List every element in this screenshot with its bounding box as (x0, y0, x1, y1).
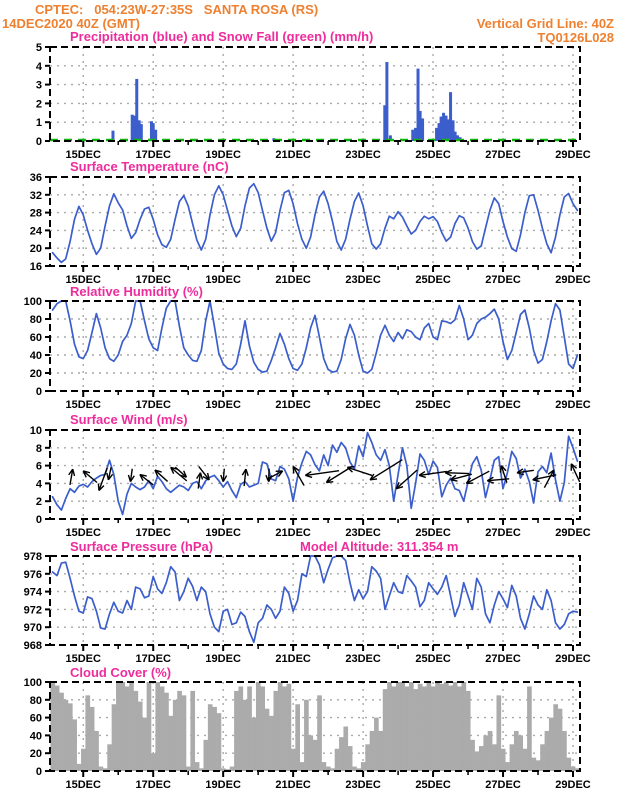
svg-text:25DEC: 25DEC (415, 527, 451, 539)
svg-text:4: 4 (35, 60, 42, 73)
svg-text:0: 0 (35, 386, 42, 398)
svg-text:17DEC: 17DEC (135, 527, 171, 539)
svg-text:27DEC: 27DEC (485, 779, 521, 791)
cloud-cover-title: Cloud Cover (%) (70, 665, 172, 680)
svg-text:23DEC: 23DEC (345, 779, 381, 791)
svg-text:80: 80 (29, 694, 42, 707)
svg-text:100: 100 (23, 677, 42, 689)
svg-text:21DEC: 21DEC (275, 653, 311, 665)
svg-text:976: 976 (23, 568, 42, 581)
svg-text:17DEC: 17DEC (135, 653, 171, 665)
svg-text:968: 968 (23, 640, 42, 652)
svg-text:20: 20 (29, 368, 42, 380)
precipitation-title: Precipitation (blue) and Snow Fall (green) (mm/h) (70, 29, 374, 44)
svg-text:15DEC: 15DEC (65, 399, 101, 411)
svg-text:27DEC: 27DEC (485, 274, 521, 286)
svg-text:21DEC: 21DEC (275, 399, 311, 411)
svg-text:19DEC: 19DEC (205, 779, 241, 791)
svg-text:17DEC: 17DEC (135, 149, 171, 161)
datetime-header: 14DEC2020 40Z (GMT) (2, 16, 140, 31)
svg-text:16: 16 (29, 261, 42, 273)
svg-text:8: 8 (35, 442, 42, 455)
run-id-label: TQ0126L028 (537, 30, 614, 45)
svg-text:974: 974 (23, 586, 42, 599)
svg-text:15DEC: 15DEC (65, 527, 101, 539)
svg-text:15DEC: 15DEC (65, 653, 101, 665)
humidity-title: Relative Humidity (%) (70, 284, 203, 299)
svg-text:17DEC: 17DEC (135, 274, 171, 286)
svg-text:15DEC: 15DEC (65, 779, 101, 791)
svg-text:978: 978 (23, 551, 42, 563)
svg-text:19DEC: 19DEC (205, 274, 241, 286)
svg-text:80: 80 (29, 314, 42, 326)
svg-text:21DEC: 21DEC (275, 527, 311, 539)
svg-text:29DEC: 29DEC (555, 527, 591, 539)
svg-text:19DEC: 19DEC (205, 653, 241, 665)
svg-text:0: 0 (35, 766, 42, 778)
svg-text:4: 4 (35, 478, 42, 491)
wind-title: Surface Wind (m/s) (70, 412, 188, 427)
svg-text:15DEC: 15DEC (65, 149, 101, 161)
svg-text:5: 5 (35, 42, 42, 54)
svg-text:29DEC: 29DEC (555, 653, 591, 665)
svg-text:19DEC: 19DEC (205, 527, 241, 539)
svg-text:3: 3 (35, 79, 42, 92)
svg-text:29DEC: 29DEC (555, 779, 591, 791)
svg-text:2: 2 (35, 98, 42, 111)
svg-text:29DEC: 29DEC (555, 274, 591, 286)
svg-text:25DEC: 25DEC (415, 779, 451, 791)
svg-text:24: 24 (29, 225, 42, 238)
svg-text:60: 60 (29, 332, 42, 344)
svg-text:19DEC: 19DEC (205, 399, 241, 411)
svg-text:6: 6 (35, 460, 42, 473)
svg-text:29DEC: 29DEC (555, 149, 591, 161)
svg-text:100: 100 (23, 296, 42, 308)
svg-text:29DEC: 29DEC (555, 399, 591, 411)
svg-text:40: 40 (29, 730, 42, 743)
svg-text:32: 32 (29, 189, 42, 202)
svg-text:21DEC: 21DEC (275, 779, 311, 791)
model-altitude-label: Model Altitude: 311.354 m (300, 539, 459, 554)
svg-text:20: 20 (29, 243, 42, 256)
svg-text:60: 60 (29, 712, 42, 725)
svg-text:23DEC: 23DEC (345, 274, 381, 286)
svg-text:19DEC: 19DEC (205, 149, 241, 161)
temperature-title: Surface Temperature (nC) (70, 159, 229, 174)
svg-text:23DEC: 23DEC (345, 527, 381, 539)
svg-text:17DEC: 17DEC (135, 779, 171, 791)
svg-text:0: 0 (35, 136, 42, 148)
svg-text:36: 36 (29, 172, 42, 184)
svg-text:23DEC: 23DEC (345, 653, 381, 665)
svg-text:27DEC: 27DEC (485, 653, 521, 665)
svg-text:25DEC: 25DEC (415, 149, 451, 161)
svg-text:25DEC: 25DEC (415, 399, 451, 411)
svg-text:25DEC: 25DEC (415, 653, 451, 665)
station-header: CPTEC: 054:23W-27:35S SANTA ROSA (RS) (35, 2, 319, 17)
svg-text:972: 972 (23, 604, 42, 617)
svg-text:21DEC: 21DEC (275, 274, 311, 286)
svg-text:0: 0 (35, 514, 42, 526)
svg-text:17DEC: 17DEC (135, 399, 171, 411)
svg-text:27DEC: 27DEC (485, 399, 521, 411)
pressure-title: Surface Pressure (hPa) (70, 539, 214, 554)
svg-text:15DEC: 15DEC (65, 274, 101, 286)
svg-text:10: 10 (29, 425, 42, 437)
svg-text:23DEC: 23DEC (345, 149, 381, 161)
svg-text:21DEC: 21DEC (275, 149, 311, 161)
svg-text:27DEC: 27DEC (485, 149, 521, 161)
svg-text:23DEC: 23DEC (345, 399, 381, 411)
svg-text:970: 970 (23, 622, 42, 635)
svg-text:1: 1 (35, 117, 42, 130)
svg-text:2: 2 (35, 496, 42, 509)
svg-text:27DEC: 27DEC (485, 527, 521, 539)
svg-text:25DEC: 25DEC (415, 274, 451, 286)
vertical-grid-line-label: Vertical Grid Line: 40Z (476, 16, 614, 31)
svg-text:40: 40 (29, 350, 42, 362)
svg-text:20: 20 (29, 748, 42, 761)
svg-text:28: 28 (29, 207, 42, 220)
